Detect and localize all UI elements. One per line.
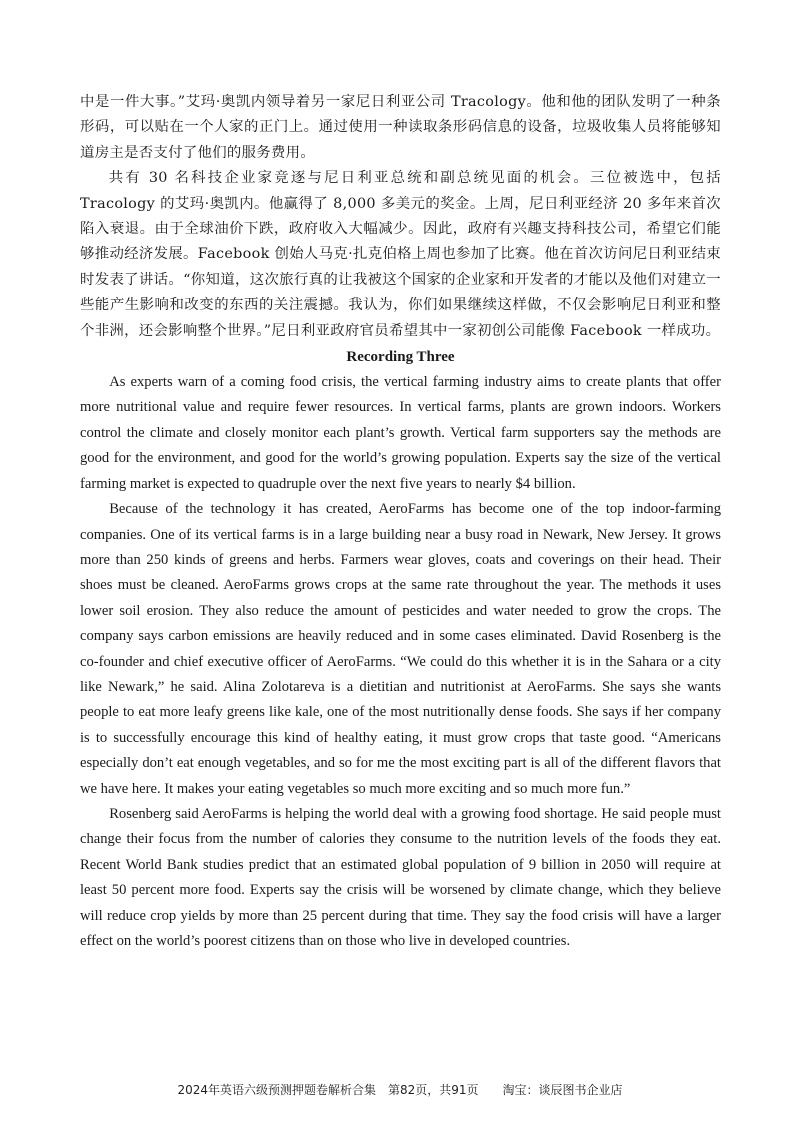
footer-shop: 淘宝：谈辰图书企业店 (502, 1083, 623, 1097)
cn-paragraph-2: 共有 30 名科技企业家竞逐与尼日利亚总统和副总统见面的机会。三位被选中，包括 Tracology 的艾玛·奥凯内。他赢得了 8,000 多美元的奖金。上周，尼日利亚经济 20 多年来首次陷入衰退。由于全球油价下跌，政府收入大幅减少。因此，政府有兴趣支持科技公司，希望它们能够推动经济发展。Facebook 创始人马克·扎克伯格上周也参加了比赛。他在首次访问尼日利亚结束时发表了讲话。“你知道，这次旅行真的让我被这个国家的企业家和开发者的才能以及他们对建立一些能产生影响和改变的东西的关注震撼。我认为，你们如果继续这样做，不仅会影响尼日利亚和整个非洲，还会影响整个世界。”尼日利亚政府官员希望其中一家初创公司能像 Facebook 一样成功。 (80, 170, 721, 339)
en-paragraph-3: Rosenberg said AeroFarms is helping the world deal with a growing food shortage. He said people must change their focus from the number of calories they consume to the nutrition levels of the foods they eat. Recent World Bank studies predict that an estimated global population of 9 billion in 2050 will require at least 50 percent more food. Experts say the crisis will be worsened by climate change, which they believe will reduce crop yields by more than 25 percent during that time. They say the food crisis will have a larger effect on the world’s poorest citizens than on those who live in developed countries. (80, 805, 721, 949)
page-body (80, 90, 721, 954)
footer-book-title: 2024年英语六级预测押题卷解析合集 (177, 1083, 376, 1097)
section-heading: Recording Three (346, 349, 455, 366)
footer-page-info: 第82页，共91页 (387, 1083, 479, 1097)
en-paragraph-1: As experts warn of a coming food crisis, the vertical farming industry aims to create plants that offer more nutritional value and require fewer resources. In vertical farms, plants are grown indoors. Workers control the climate and closely monitor each plant’s growth. Vertical farm supporters say the methods are good for the environment, and good for the world’s growing population. Experts say the size of the vertical farming market is expected to quadruple over the next five years to nearly $4 billion. (80, 374, 721, 492)
cn-paragraph-1: 中是一件大事。”艾玛·奥凯内领导着另一家尼日利亚公司 Tracology。他和他的团队发明了一种条形码，可以贴在一个人家的正门上。通过使用一种读取条形码信息的设备，垃圾收集人员将能够知道房主是否支付了他们的服务费用。 (80, 94, 721, 161)
page-footer (0, 1081, 800, 1098)
en-paragraph-2: Because of the technology it has created, AeroFarms has become one of the top indoor-farming companies. One of its vertical farms is in a large building near a busy road in Newark, New Jersey. It grows more than 250 kinds of greens and herbs. Farmers wear gloves, coats and coverings on their head. Their shoes must be cleaned. AeroFarms grows crops at the same rate throughout the year. The methods it uses lower soil erosion. They also reduce the amount of pesticides and water needed to grow the crops. The company says carbon emissions are heavily reduced and in some cases eliminated. David Rosenberg is the co-founder and chief executive officer of AeroFarms. “We could do this whether it is in the Sahara or a city like Newark,” he said. Alina Zolotareva is a dietitian and nutritionist at AeroFarms. She says she wants people to eat more leafy greens like kale, one of the most nutritionally dense foods. She says if her company is to successfully encourage this kind of healthy eating, it must grow crops that taste good. “Americans especially don’t eat enough vegetables, and so for me the most exciting part is all of the different flavors that we have here. It makes your eating vegetables so much more exciting and so much more fun.” (80, 501, 721, 797)
